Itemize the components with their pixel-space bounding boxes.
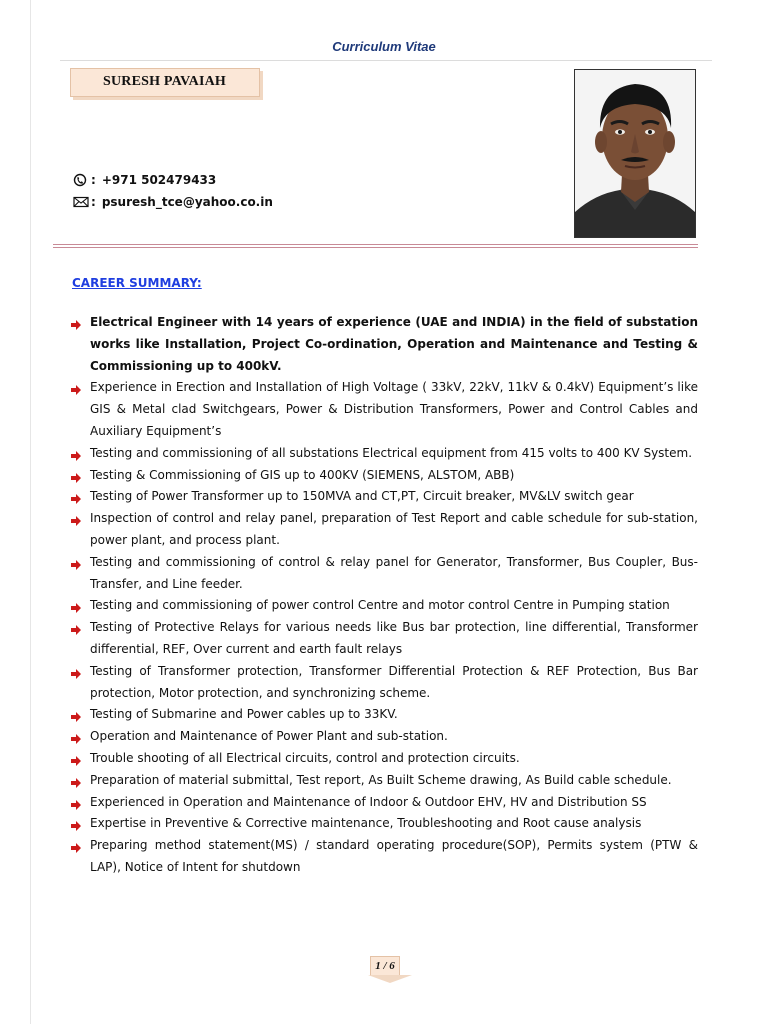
phone-icon <box>73 173 87 187</box>
phone-number[interactable]: +971 502479433 <box>101 173 217 187</box>
page-number-tab <box>368 975 412 983</box>
arrow-bullet-icon <box>70 448 82 460</box>
page-number: 1 / 6 <box>370 956 400 976</box>
list-item: Expertise in Preventive & Corrective maintenance, Troubleshooting and Root cause analysis <box>70 813 698 835</box>
name-box <box>70 68 260 97</box>
arrow-bullet-icon <box>70 666 82 678</box>
page-edge <box>30 0 31 1024</box>
list-item: Inspection of control and relay panel, preparation of Test Report and cable schedule for sub-station, power plant, and process plant. <box>70 508 698 552</box>
arrow-bullet-icon <box>70 731 82 743</box>
arrow-bullet-icon <box>70 600 82 612</box>
header-title: Curriculum Vitae <box>332 39 436 54</box>
arrow-bullet-icon <box>70 622 82 634</box>
list-item: Trouble shooting of all Electrical circuits, control and protection circuits. <box>70 748 698 770</box>
list-item: Preparing method statement(MS) / standard operating procedure(SOP), Permits system (PTW & LAP), Notice of Intent for shutdown <box>70 835 698 879</box>
divider-line-bottom <box>53 247 698 248</box>
envelope-icon <box>73 195 89 209</box>
arrow-bullet-icon <box>70 557 82 569</box>
profile-photo <box>574 69 696 238</box>
divider-line-top <box>53 244 698 245</box>
arrow-bullet-icon <box>70 818 82 830</box>
arrow-bullet-icon <box>70 382 82 394</box>
list-item: Testing and commissioning of all substations Electrical equipment from 415 volts to 400 KV System. <box>70 443 698 465</box>
arrow-bullet-icon <box>70 491 82 503</box>
email-row <box>73 195 273 209</box>
career-summary-heading: CAREER SUMMARY: <box>72 276 202 290</box>
arrow-bullet-icon <box>70 317 82 329</box>
email-address[interactable]: psuresh_tce@yahoo.co.in <box>101 195 273 209</box>
arrow-bullet-icon <box>70 513 82 525</box>
arrow-bullet-icon <box>70 753 82 765</box>
list-item: Testing of Power Transformer up to 150MVA and CT,PT, Circuit breaker, MV&LV switch gear <box>70 486 698 508</box>
list-item: Electrical Engineer with 14 years of experience (UAE and INDIA) in the field of substation works like Installation, Project Co-ordination, Operation and Maintenance and Testing & Commissioning up to 400kV. <box>70 312 698 377</box>
list-item: Testing and commissioning of control & relay panel for Generator, Transformer, Bus Coupler, Bus-Transfer, and Line feeder. <box>70 552 698 596</box>
list-item: Experience in Erection and Installation of High Voltage ( 33kV, 22kV, 11kV & 0.4kV) Equipment’s like GIS & Metal clad Switchgears, Power & Distribution Transformers, Power and Control Cables and Auxiliary Equipment’s <box>70 377 698 442</box>
list-item: Preparation of material submittal, Test report, As Built Scheme drawing, As Build cable schedule. <box>70 770 698 792</box>
arrow-bullet-icon <box>70 797 82 809</box>
email-label: : <box>91 195 96 209</box>
list-item: Testing of Transformer protection, Transformer Differential Protection & REF Protection, Bus Bar protection, Motor protection, and synchronizing scheme. <box>70 661 698 705</box>
arrow-bullet-icon <box>70 470 82 482</box>
list-item: Testing of Submarine and Power cables up to 33KV. <box>70 704 698 726</box>
header-divider <box>60 60 712 61</box>
arrow-bullet-icon <box>70 840 82 852</box>
arrow-bullet-icon <box>70 709 82 721</box>
list-item: Operation and Maintenance of Power Plant and sub-station. <box>70 726 698 748</box>
phone-row <box>73 173 216 187</box>
career-summary-list <box>70 312 698 879</box>
list-item: Experienced in Operation and Maintenance of Indoor & Outdoor EHV, HV and Distribution SS <box>70 792 698 814</box>
candidate-name: SURESH PAVAIAH <box>103 74 227 89</box>
arrow-bullet-icon <box>70 775 82 787</box>
list-item: Testing of Protective Relays for various needs like Bus bar protection, line differential, Transformer differential, REF, Over current and earth fault relays <box>70 617 698 661</box>
list-item: Testing & Commissioning of GIS up to 400KV (SIEMENS, ALSTOM, ABB) <box>70 465 698 487</box>
phone-label: : <box>91 173 96 187</box>
list-item: Testing and commissioning of power control Centre and motor control Centre in Pumping station <box>70 595 698 617</box>
